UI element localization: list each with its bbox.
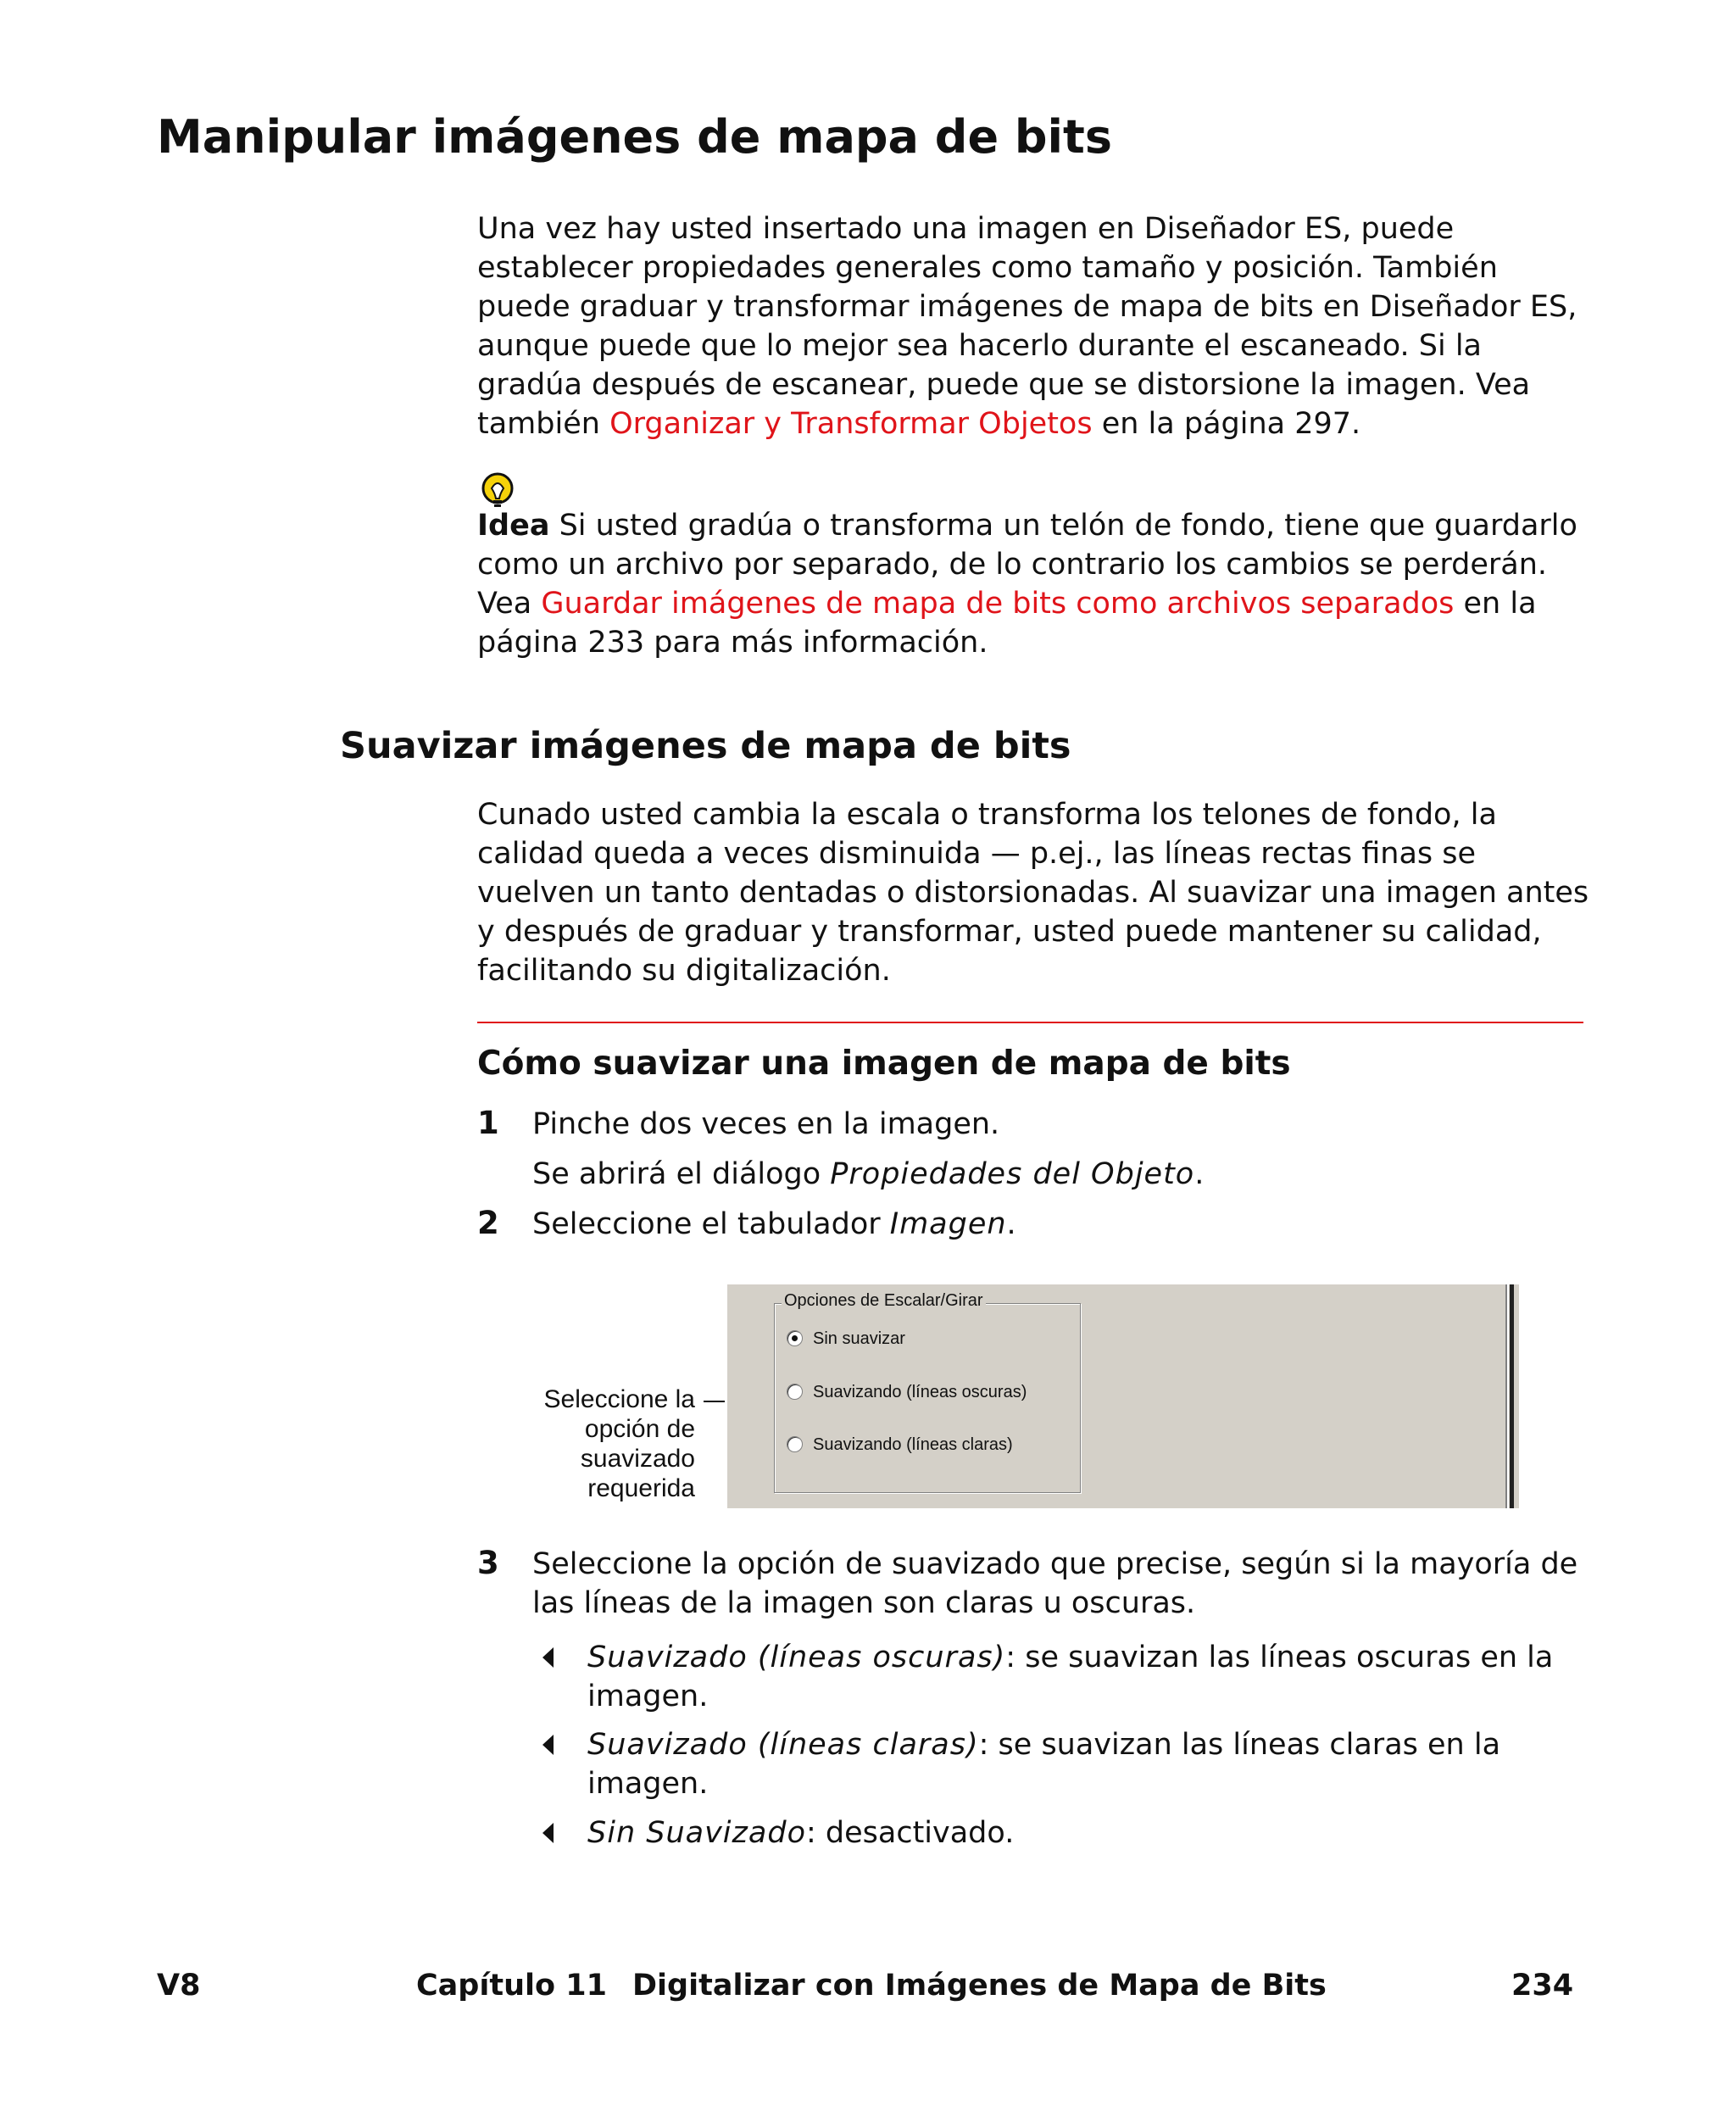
scale-rotate-options-group [774,1291,1081,1493]
footer-version: V8 [157,1969,201,2003]
bullet-arrow-icon [542,1823,554,1843]
step-2-number: 2 [477,1205,499,1241]
radio-sin-suavizar[interactable] [787,1330,803,1346]
bullet-item: Suavizado (líneas claras): se suavizan las líneas claras en la imagen. [587,1728,1501,1801]
procedure-divider [477,1022,1583,1023]
step-3-number: 3 [477,1545,499,1581]
radio-suavizando-oscuras[interactable] [787,1384,803,1400]
bullet-arrow-icon [542,1647,554,1668]
footer-chapter: Capítulo 11 [416,1969,607,2003]
page-heading: Manipular imágenes de mapa de bits [157,110,1112,164]
dialog-name: Propiedades del Objeto [830,1157,1195,1191]
tip-text-end: en la página 233 para más información. [477,587,1537,660]
procedure-title: Cómo suavizar una imagen de mapa de bits [477,1045,1291,1083]
radio-label-suavizando-oscuras: Suavizando (líneas oscuras) [813,1383,1027,1401]
bullet-arrow-icon [542,1735,554,1755]
footer-page-number: 234 [1511,1969,1574,2003]
tip-text: Si usted gradúa o transforma un telón de fondo, tiene que guardarlo como un archivo por separado, de lo contrario los cambios se perderán. Vea [477,509,1577,621]
group-title: Opciones de Escalar/Girar [782,1291,986,1311]
step-2-text: Seleccione el tabulador Imagen. [532,1207,1016,1241]
intro-text-end: en la página 297. [1092,407,1361,441]
step-1-number: 1 [477,1105,499,1141]
tip-paragraph [477,506,1596,662]
smoothing-options-screenshot [725,1284,1519,1508]
step-1-result: Se abrirá el diálogo Propiedades del Objeto. [532,1157,1205,1191]
section-paragraph: Cunado usted cambia la escala o transforma los telones de fondo, la calidad queda a veces disminuida — p.ej., las líneas rectas finas se vuelven un tanto dentadas o distorsionadas. Al suavizar una imagen antes y después de graduar y transformar, usted puede mantener su calidad, facilitando su digitalización. [477,798,1589,988]
radio-label-sin-suavizar: Sin suavizar [813,1329,905,1348]
radio-selected-dot [792,1335,798,1341]
link-guardar-imagenes[interactable]: Guardar imágenes de mapa de bits como archivos separados [541,587,1455,621]
step-1-text: Pinche dos veces en la imagen. [532,1107,1000,1141]
tab-name: Imagen [889,1207,1007,1241]
link-organizar-transformar[interactable]: Organizar y Transformar Objetos [609,407,1093,441]
figure-callout: Seleccione la opción de suavizado requerida [543,1385,695,1502]
step-3-text: Seleccione la opción de suavizado que precise, según si la mayoría de las líneas de la imagen son claras u oscuras. [532,1547,1578,1620]
radio-label-suavizando-claras: Suavizando (líneas claras) [813,1435,1013,1454]
footer-chapter-title: Digitalizar con Imágenes de Mapa de Bits [632,1969,1327,2003]
bullet-item: Suavizado (líneas oscuras): se suavizan las líneas oscuras en la imagen. [587,1641,1554,1713]
tip-label: Idea [477,509,550,543]
intro-text: Una vez hay usted insertado una imagen en Diseñador ES, puede establecer propiedades generales como tamaño y posición. También puede graduar y transformar imágenes de mapa de bits en Diseñador ES, aunque puede que lo mejor sea hacerlo durante el escaneado. Si la gradúa después de escanear, puede que se distorsione la imagen. Vea también [477,212,1577,441]
bullet-item: Sin Suavizado: desactivado. [587,1816,1015,1850]
section-heading: Suavizar imágenes de mapa de bits [340,725,1071,767]
intro-paragraph [477,209,1596,443]
radio-suavizando-claras[interactable] [787,1436,803,1452]
